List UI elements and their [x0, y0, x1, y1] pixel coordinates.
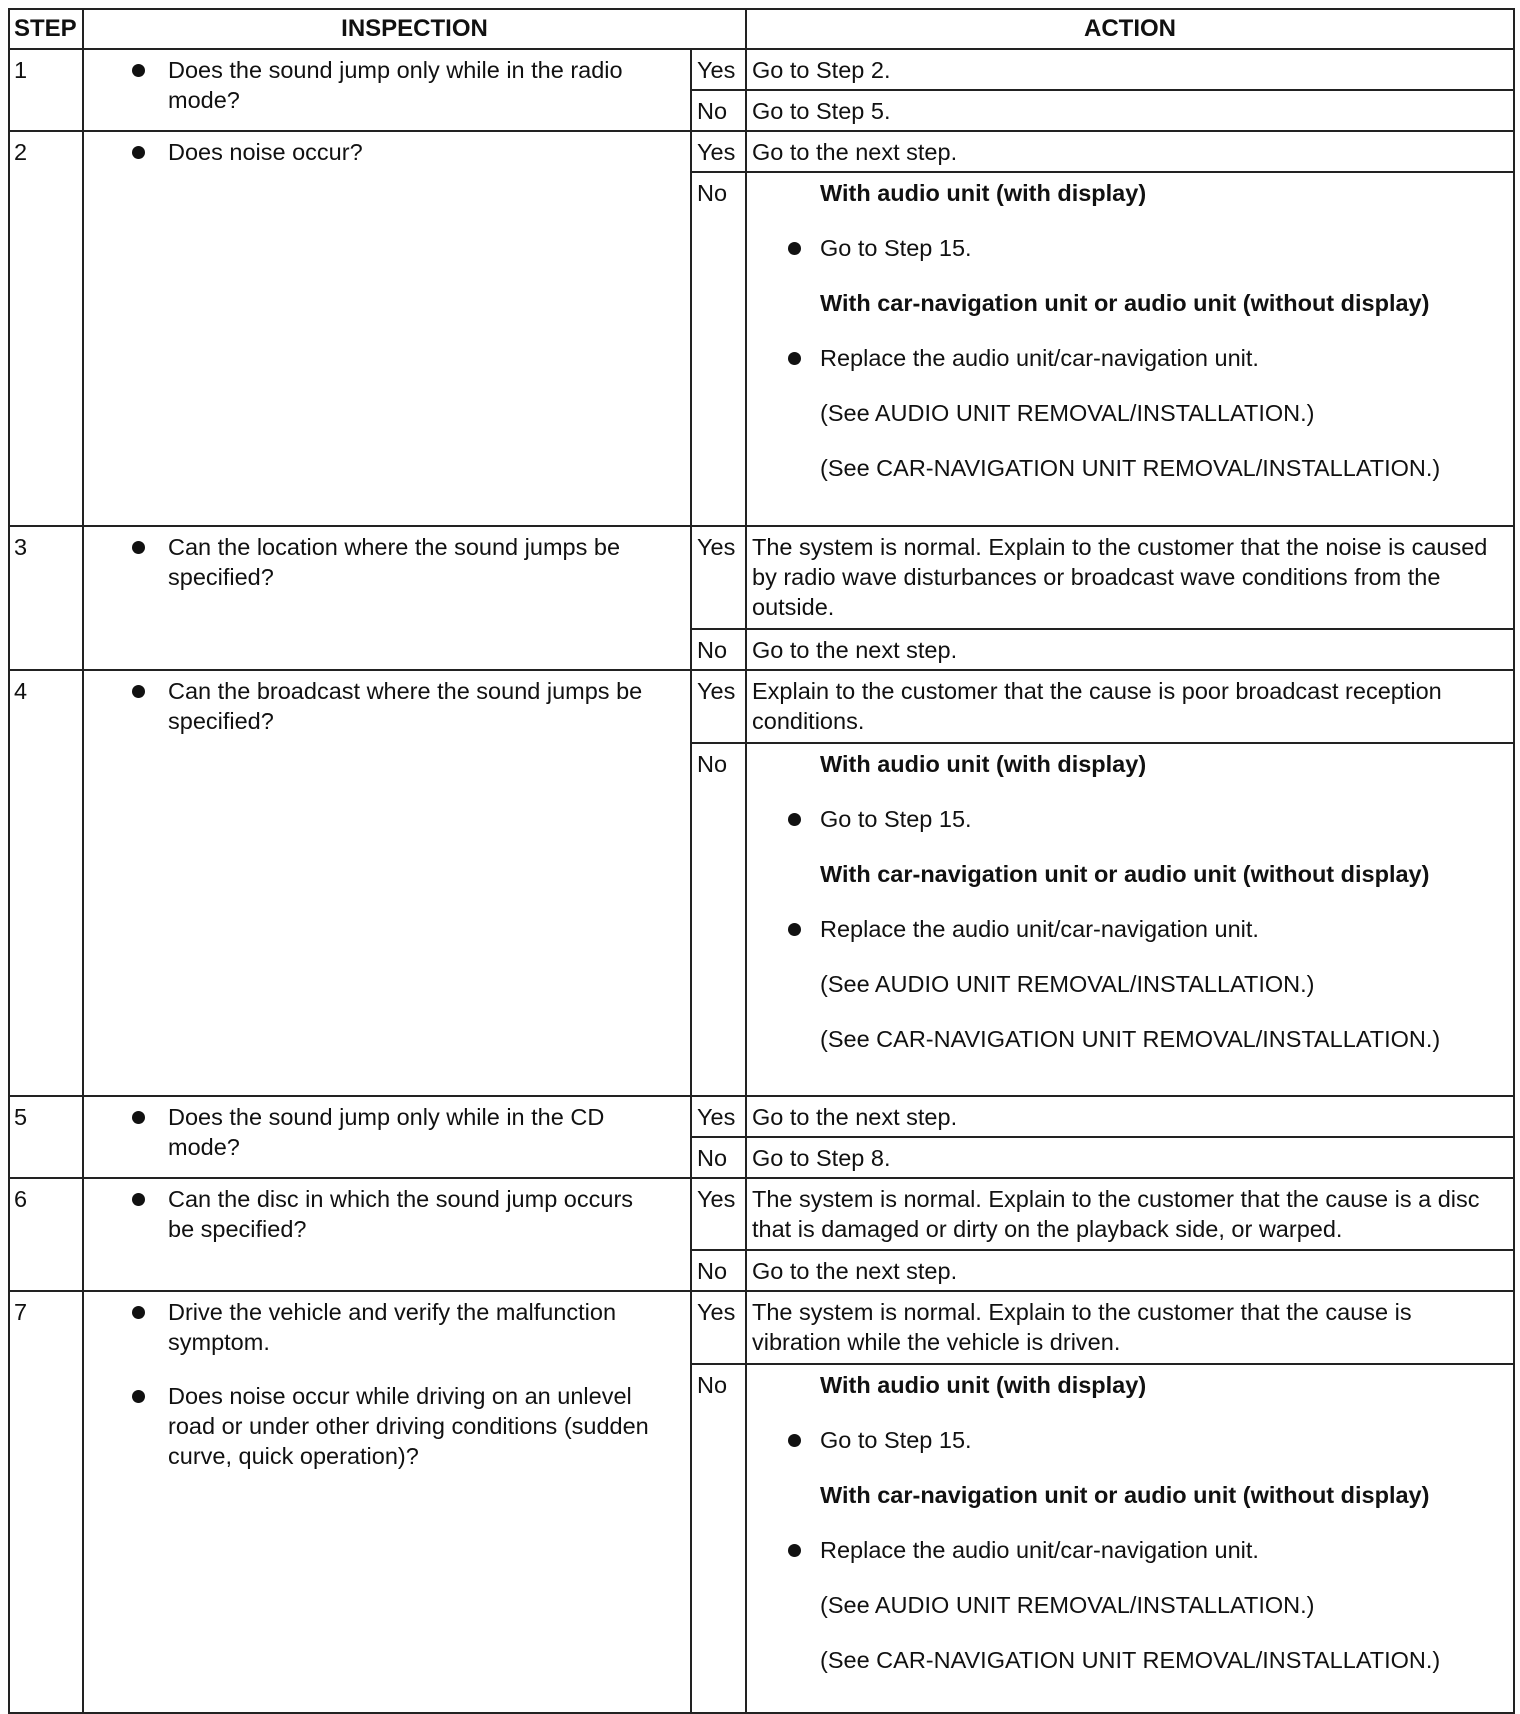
inspection-cell — [83, 1291, 691, 1713]
action-item: Replace the audio unit/car-navigation unit. — [820, 914, 1505, 944]
action-no: Go to Step 5. — [746, 90, 1514, 131]
reference-note: (See AUDIO UNIT REMOVAL/INSTALLATION.) — [820, 1592, 1315, 1618]
condition-heading: With audio unit (with display) — [820, 180, 1147, 206]
reference-note: (See AUDIO UNIT REMOVAL/INSTALLATION.) — [820, 400, 1315, 426]
action-yes: Go to Step 2. — [746, 49, 1514, 90]
inspection-item: Drive the vehicle and verify the malfunction symptom. — [130, 1297, 662, 1357]
table-row — [9, 131, 1514, 172]
action-yes: The system is normal. Explain to the customer that the noise is caused by radio wave disturbances or broadcast wave conditions from the outside. — [746, 526, 1514, 629]
header-row — [9, 9, 1514, 49]
action-item: Go to Step 15. — [820, 1425, 1505, 1455]
yes-label: Yes — [691, 1291, 746, 1364]
inspection-item: Does the sound jump only while in the CD mode? — [130, 1102, 662, 1162]
inspection-cell — [83, 1096, 691, 1178]
reference-note: (See CAR-NAVIGATION UNIT REMOVAL/INSTALLATION.) — [820, 1026, 1441, 1052]
action-no — [746, 172, 1514, 526]
table-row — [9, 670, 1514, 743]
step-number: 1 — [9, 49, 83, 131]
inspection-cell — [83, 1178, 691, 1291]
yes-label: Yes — [691, 1178, 746, 1250]
diagnostic-table — [8, 8, 1515, 1714]
step-number: 3 — [9, 526, 83, 670]
yes-label: Yes — [691, 131, 746, 172]
inspection-item: Does noise occur? — [130, 137, 662, 167]
inspection-item: Can the location where the sound jumps be specified? — [130, 532, 662, 592]
inspection-cell — [83, 670, 691, 1096]
step-number: 7 — [9, 1291, 83, 1713]
inspection-item: Can the broadcast where the sound jumps be specified? — [130, 676, 662, 736]
inspection-item: Does the sound jump only while in the radio mode? — [130, 55, 662, 115]
step-number: 4 — [9, 670, 83, 1096]
reference-note: (See CAR-NAVIGATION UNIT REMOVAL/INSTALLATION.) — [820, 1647, 1441, 1673]
table-row — [9, 526, 1514, 629]
table-row — [9, 1096, 1514, 1137]
reference-note: (See AUDIO UNIT REMOVAL/INSTALLATION.) — [820, 971, 1315, 997]
action-no: Go to the next step. — [746, 629, 1514, 670]
inspection-header: INSPECTION — [83, 9, 746, 49]
action-yes: The system is normal. Explain to the customer that the cause is vibration while the vehicle is driven. — [746, 1291, 1514, 1364]
condition-heading: With audio unit (with display) — [820, 751, 1147, 777]
step-number: 2 — [9, 131, 83, 526]
condition-heading: With car-navigation unit or audio unit (without display) — [820, 1482, 1430, 1508]
action-item: Replace the audio unit/car-navigation unit. — [820, 1535, 1505, 1565]
action-header: ACTION — [746, 9, 1514, 49]
no-label: No — [691, 1137, 746, 1178]
action-no: Go to the next step. — [746, 1250, 1514, 1291]
table-row — [9, 49, 1514, 90]
inspection-cell — [83, 131, 691, 526]
inspection-cell — [83, 49, 691, 131]
inspection-cell — [83, 526, 691, 670]
no-label: No — [691, 90, 746, 131]
inspection-item: Can the disc in which the sound jump occurs be specified? — [130, 1184, 662, 1244]
step-header: STEP — [9, 9, 83, 49]
condition-heading: With car-navigation unit or audio unit (without display) — [820, 861, 1430, 887]
no-label: No — [691, 743, 746, 1096]
inspection-item: Does noise occur while driving on an unlevel road or under other driving conditions (sudden curve, quick operation)? — [130, 1381, 662, 1471]
action-yes: Go to the next step. — [746, 131, 1514, 172]
table-row — [9, 1291, 1514, 1364]
action-item: Go to Step 15. — [820, 233, 1505, 263]
action-no — [746, 743, 1514, 1096]
action-yes: Explain to the customer that the cause is poor broadcast reception conditions. — [746, 670, 1514, 743]
condition-heading: With audio unit (with display) — [820, 1372, 1147, 1398]
reference-note: (See CAR-NAVIGATION UNIT REMOVAL/INSTALLATION.) — [820, 455, 1441, 481]
action-no: Go to Step 8. — [746, 1137, 1514, 1178]
no-label: No — [691, 629, 746, 670]
action-yes: The system is normal. Explain to the customer that the cause is a disc that is damaged or dirty on the playback side, or warped. — [746, 1178, 1514, 1250]
no-label: No — [691, 1364, 746, 1713]
yes-label: Yes — [691, 526, 746, 629]
action-item: Replace the audio unit/car-navigation unit. — [820, 343, 1505, 373]
yes-label: Yes — [691, 1096, 746, 1137]
no-label: No — [691, 172, 746, 526]
yes-label: Yes — [691, 670, 746, 743]
step-number: 5 — [9, 1096, 83, 1178]
action-no — [746, 1364, 1514, 1713]
yes-label: Yes — [691, 49, 746, 90]
step-number: 6 — [9, 1178, 83, 1291]
no-label: No — [691, 1250, 746, 1291]
table-row — [9, 1178, 1514, 1250]
action-item: Go to Step 15. — [820, 804, 1505, 834]
condition-heading: With car-navigation unit or audio unit (without display) — [820, 290, 1430, 316]
action-yes: Go to the next step. — [746, 1096, 1514, 1137]
